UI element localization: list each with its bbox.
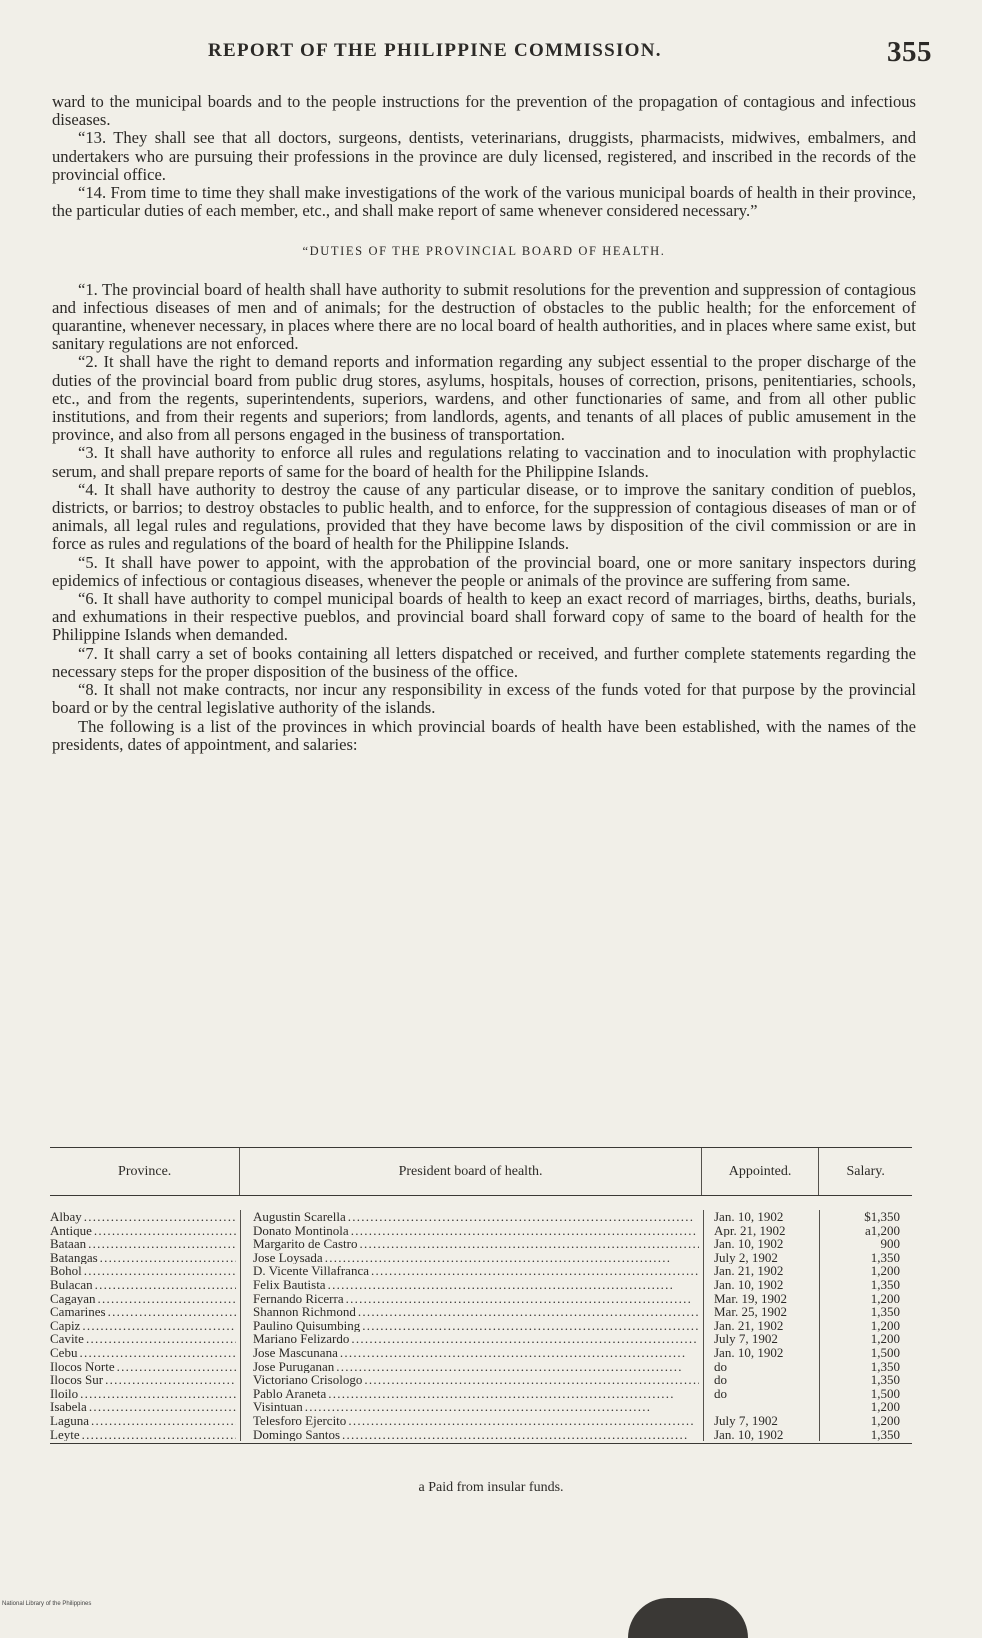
province-text: Camarines: [50, 1305, 106, 1319]
cell-appointed: do: [714, 1359, 727, 1374]
cell-province: [50, 1278, 240, 1292]
cell-salary: 1,200: [870, 1400, 900, 1414]
dot-leader: [79, 1346, 236, 1360]
cell-salary: 900: [880, 1237, 900, 1251]
dot-leader: [348, 1210, 699, 1224]
province-text: Ilocos Sur: [50, 1373, 104, 1387]
cell-salary: 1,350: [870, 1359, 900, 1374]
cell-salary: 1,350: [870, 1373, 900, 1387]
section-heading: “DUTIES OF THE PROVINCIAL BOARD OF HEALTH.: [302, 244, 666, 259]
province-text: Laguna: [50, 1413, 89, 1428]
province-column: [50, 1210, 241, 1441]
cell-province: [50, 1264, 240, 1278]
table-header-row: [50, 1148, 912, 1196]
dot-leader: [82, 1319, 236, 1333]
duty-paragraph-6: “6. It shall have authority to compel municipal boards of health to keep an exact record of marriages, births, deaths, burials, and exhumations in their respective pueblos, and provincial board shall forward copy of same to the board of health for the Philippine Islands when demanded.: [52, 589, 916, 645]
paragraph-13: “13. They shall see that all doctors, surgeons, dentists, veterinarians, druggists, pharmacists, midwives, embalmers, and undertakers who are pursuing their professions in the province are duly licensed, registered, and inscribed in the records of the provincial office.: [52, 128, 916, 184]
dot-leader: [371, 1264, 699, 1278]
province-text: Cavite: [50, 1332, 84, 1346]
cell-province: [50, 1332, 240, 1346]
header-president: President board of health.: [240, 1148, 701, 1195]
cell-province: [50, 1210, 240, 1224]
cell-appointed: Jan. 10, 1902: [714, 1345, 784, 1360]
cell-president: [241, 1332, 703, 1346]
dot-leader: [86, 1332, 236, 1346]
province-text: Capiz: [50, 1318, 81, 1333]
dot-leader: [95, 1278, 236, 1292]
library-imprint: National Library of the Philippines: [2, 1601, 92, 1607]
header-appointed: Appointed.: [702, 1148, 820, 1195]
province-text: Bataan: [50, 1237, 87, 1251]
cell-appointed: Jan. 10, 1902: [714, 1277, 784, 1292]
dot-leader: [358, 1305, 699, 1319]
president-column: [241, 1210, 704, 1441]
dot-leader: [100, 1251, 236, 1265]
cell-salary: 1,200: [870, 1332, 900, 1346]
cell-president: [241, 1319, 703, 1333]
dot-leader: [305, 1400, 699, 1414]
cell-president: [241, 1224, 703, 1238]
cell-salary: 1,350: [870, 1427, 900, 1442]
dot-leader: [364, 1373, 699, 1387]
duty-paragraph-8: “8. It shall not make contracts, nor incur any responsibility in excess of the funds voted for that purpose by the provincial board or by the central legislative authority of the islands.: [52, 680, 916, 718]
running-head: [48, 36, 932, 70]
duty-paragraph-1: “1. The provincial board of health shall have authority to submit resolutions for the prevention and suppression of contagious and infectious diseases of men and of animals; for the destruction of obstacles to the public health; for the enforcement of quarantine, whenever necessary, in places where there are no local board of health authorities, and in places where same exist, but sanitary regulations are not enforced.: [52, 279, 916, 354]
cell-appointed: Jan. 10, 1902: [714, 1427, 784, 1442]
table-body: [50, 1196, 912, 1444]
cell-province: [50, 1292, 240, 1306]
province-text: Ilocos Norte: [50, 1359, 115, 1374]
cell-appointed: do: [714, 1386, 727, 1401]
cell-province: [50, 1428, 240, 1442]
president-text: Domingo Santos: [253, 1427, 341, 1442]
province-text: Albay: [50, 1210, 82, 1224]
president-text: Margarito de Castro: [253, 1237, 358, 1251]
cell-province: [50, 1346, 240, 1360]
dot-leader: [328, 1278, 699, 1292]
cell-president: [241, 1237, 703, 1251]
running-title: REPORT OF THE PHILIPPINE COMMISSION.: [208, 40, 662, 61]
cell-appointed: Mar. 19, 1902: [714, 1291, 787, 1306]
cell-appointed: Jan. 21, 1902: [714, 1318, 784, 1333]
province-text: Bulacan: [50, 1277, 93, 1292]
dot-leader: [348, 1414, 699, 1428]
cell-president: [241, 1305, 703, 1319]
cell-province: [50, 1400, 240, 1414]
president-text: Victoriano Crisologo: [253, 1373, 363, 1387]
cell-appointed: Jan. 10, 1902: [714, 1210, 784, 1224]
dot-leader: [97, 1292, 236, 1306]
province-text: Isabela: [50, 1400, 87, 1414]
cell-appointed: Apr. 21, 1902: [714, 1223, 786, 1238]
dot-leader: [328, 1387, 699, 1401]
table-footnote: a Paid from insular funds.: [418, 1480, 564, 1495]
dot-leader: [362, 1319, 699, 1333]
cell-salary: 1,350: [870, 1305, 900, 1319]
cell-president: [241, 1360, 703, 1374]
cell-appointed: July 2, 1902: [714, 1250, 778, 1265]
cell-appointed: Jan. 21, 1902: [714, 1264, 784, 1278]
dot-leader: [108, 1305, 236, 1319]
dot-leader: [117, 1360, 236, 1374]
paragraph-14: “14. From time to time they shall make investigations of the work of the various municipal boards of health in their province, the particular duties of each member, etc., and shall make report of same whenever considered necessary.”: [52, 183, 916, 221]
president-text: Paulino Quisumbing: [253, 1318, 361, 1333]
province-text: Iloilo: [50, 1386, 79, 1401]
province-text: Leyte: [50, 1427, 80, 1442]
dot-leader: [325, 1251, 699, 1265]
dot-leader: [351, 1332, 699, 1346]
cell-president: [241, 1400, 703, 1414]
dot-leader: [340, 1346, 699, 1360]
president-text: Visintuan: [253, 1400, 303, 1414]
cell-province: [50, 1319, 240, 1333]
duty-paragraph-7: “7. It shall carry a set of books containing all letters dispatched or received, and further complete statements regarding the necessary steps for the proper disposition of the business of the office.: [52, 643, 916, 681]
cell-appointed: July 7, 1902: [714, 1332, 778, 1346]
province-text: Cagayan: [50, 1291, 96, 1306]
duty-paragraph-4: “4. It shall have authority to destroy the cause of any particular disease, or to improve the sanitary condition of pueblos, districts, or barrios; to destroy obstacles to public health, and to enforce, for the suppression of contagious diseases of man or of animals, all legal rules and regulations, provided that they have become laws by disposition of the civil commission or are in force as rules and regulations of the board of health for the Philippine Islands.: [52, 479, 916, 554]
cell-president: [241, 1251, 703, 1265]
dot-leader: [94, 1224, 236, 1238]
cell-president: [241, 1264, 703, 1278]
closing-paragraph: The following is a list of the provinces in which provincial boards of health have been established, with the names of the presidents, dates of appointment, and salaries:: [52, 716, 916, 754]
cell-salary: 1,350: [870, 1250, 900, 1265]
cell-appointed: Mar. 25, 1902: [714, 1305, 787, 1319]
president-text: Telesforo Ejercito: [253, 1413, 347, 1428]
dot-leader: [84, 1264, 236, 1278]
cell-province: [50, 1387, 240, 1401]
cell-salary: 1,500: [870, 1386, 900, 1401]
appointed-column: [704, 1210, 820, 1441]
dot-leader: [336, 1360, 699, 1374]
president-text: Pablo Araneta: [253, 1386, 327, 1401]
province-text: Antique: [50, 1223, 92, 1238]
duty-paragraph-3: “3. It shall have authority to enforce all rules and regulations relating to vaccination and to inoculation with prophylactic serum, and shall prepare reports of same for the board of health for the Philippine Islands.: [52, 443, 916, 481]
province-text: Cebu: [50, 1345, 78, 1360]
cell-province: [50, 1360, 240, 1374]
cell-salary: 1,200: [870, 1264, 900, 1278]
cell-appointed: do: [714, 1373, 727, 1387]
paragraph-continuation: ward to the municipal boards and to the people instructions for the prevention of the propagation of contagious and infectious diseases.: [52, 92, 916, 130]
cell-salary: 1,200: [870, 1291, 900, 1306]
cell-salary: 1,200: [870, 1318, 900, 1333]
dot-leader: [88, 1237, 236, 1251]
dot-leader: [80, 1387, 236, 1401]
cell-appointed: Jan. 10, 1902: [714, 1237, 784, 1251]
president-text: Felix Bautista: [253, 1277, 326, 1292]
dot-leader: [342, 1428, 699, 1442]
cell-president: [241, 1428, 703, 1442]
cell-appointed: July 7, 1902: [714, 1413, 778, 1428]
body-text: [52, 93, 916, 754]
president-text: Jose Puruganan: [253, 1359, 335, 1374]
province-text: Batangas: [50, 1250, 98, 1265]
cell-province: [50, 1224, 240, 1238]
duty-paragraph-5: “5. It shall have power to appoint, with the approbation of the provincial board, one or more sanitary inspectors during epidemics of infectious or contagious diseases, whenever the people or animals of the province are suffering from same.: [52, 552, 916, 590]
cell-salary: 1,500: [870, 1345, 900, 1360]
president-text: D. Vicente Villafranca: [253, 1264, 369, 1278]
province-text: Bohol: [50, 1264, 82, 1278]
salary-column: [820, 1210, 912, 1441]
president-text: Jose Loysada: [253, 1250, 323, 1265]
cell-president: [241, 1210, 703, 1224]
duty-paragraph-2: “2. It shall have the right to demand reports and information regarding any subject essential to the proper discharge of the duties of the provincial board from public drug stores, asylums, hospitals, houses of correction, prisons, penitentiaries, schools, etc., and from the regents, superintendents, superiors, wardens, and other functionaries of same, and from all other public institutions, and from their regents and superiors; from landlords, agents, and tenants of all places of public amusement in the province, and also from all persons engaged in the business of transportation.: [52, 352, 916, 445]
header-salary: Salary.: [846, 1163, 885, 1179]
cell-province: [50, 1305, 240, 1319]
dot-leader: [359, 1237, 699, 1251]
cell-president: [241, 1278, 703, 1292]
dot-leader: [351, 1224, 699, 1238]
cell-province: [50, 1251, 240, 1265]
dot-leader: [346, 1292, 699, 1306]
cell-president: [241, 1387, 703, 1401]
cell-president: [241, 1292, 703, 1306]
cell-president: [241, 1346, 703, 1360]
scan-artifact: [628, 1598, 748, 1638]
cell-president: [241, 1414, 703, 1428]
cell-salary: $1,350: [864, 1210, 900, 1224]
page-number: 355: [887, 36, 932, 68]
dot-leader: [105, 1373, 236, 1387]
president-text: Fernando Ricerra: [253, 1291, 344, 1306]
dot-leader: [82, 1428, 236, 1442]
provinces-table: [50, 1147, 912, 1444]
header-province: Province.: [50, 1148, 240, 1195]
dot-leader: [89, 1400, 236, 1414]
cell-appointed: [704, 1400, 819, 1414]
cell-province: [50, 1414, 240, 1428]
president-text: Shannon Richmond: [253, 1305, 356, 1319]
cell-province: [50, 1237, 240, 1251]
cell-salary: a1,200: [864, 1223, 900, 1238]
cell-salary: 1,200: [870, 1413, 900, 1428]
president-text: Augustin Scarella: [253, 1210, 346, 1224]
cell-province: [50, 1373, 240, 1387]
president-text: Donato Montinola: [253, 1223, 349, 1238]
dot-leader: [84, 1210, 236, 1224]
cell-president: [241, 1373, 703, 1387]
president-text: Jose Mascunana: [253, 1345, 338, 1360]
dot-leader: [91, 1414, 236, 1428]
cell-salary: 1,350: [870, 1277, 900, 1292]
president-text: Mariano Felizardo: [253, 1332, 350, 1346]
